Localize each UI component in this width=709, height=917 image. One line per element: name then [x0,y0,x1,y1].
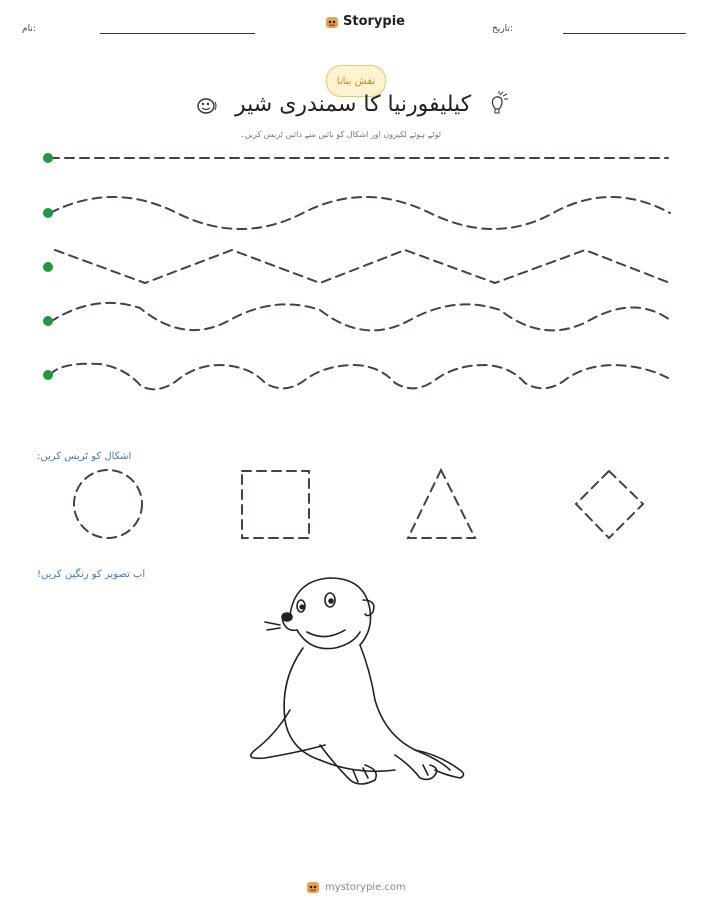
storypie-logo-icon [325,15,339,29]
name-line[interactable] [100,33,255,34]
brand-name: Storypie [343,14,405,29]
shapes-section-label: اشکال کو ٹریس کریں: [37,451,132,462]
trace-square [242,471,309,538]
start-dot-icon [43,208,53,218]
trace-line-wave-2 [50,303,670,331]
trace-line-wave-1 [50,197,670,229]
footer [306,880,406,894]
trace-circle [74,470,142,538]
brand [325,14,405,29]
storypie-logo-icon [306,880,320,894]
start-dot-icon [43,153,53,163]
activity-badge: نقش بنانا [326,65,386,97]
tracing-shapes [0,460,709,550]
footer-url[interactable]: mystorypie.com [325,881,406,893]
page-title: کیلیفورنیا کا سمندری شیر [235,92,472,117]
date-label: تاریخ: [492,24,513,34]
trace-diamond [576,471,643,538]
coloring-section-label: اب تصویر کو رنگین کریں! [37,569,146,580]
date-line[interactable] [563,33,686,34]
trace-line-wave-3 [50,364,668,390]
sea-lion-mascot-icon [196,96,218,116]
start-dot-icon [43,370,53,380]
name-label: نام: [22,24,36,34]
instructions: ٹوٹے ہوئے لکیروں اور اشکال کو بائیں سے دائیں ٹریس کریں۔ [240,130,441,139]
sea-lion-coloring-image [235,570,475,795]
start-dot-icon [43,262,53,272]
light-bulb-icon [487,91,509,119]
start-dot-icon [43,316,53,326]
trace-line-zigzag [55,250,670,283]
tracing-lines [0,140,709,400]
trace-triangle [408,470,475,538]
